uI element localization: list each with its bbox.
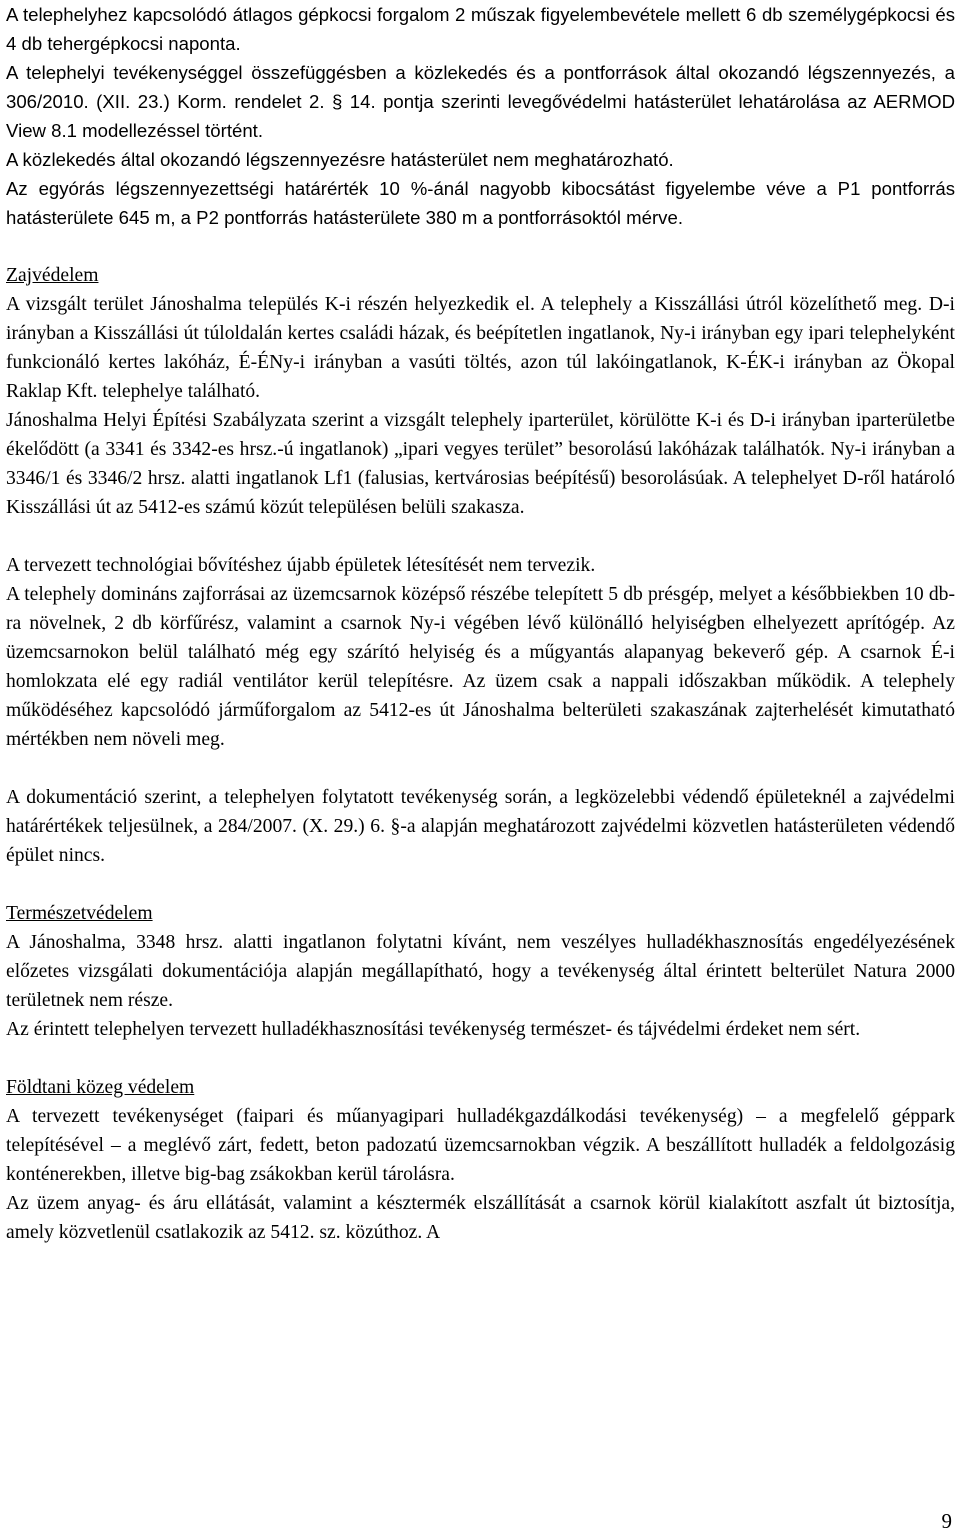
landscape-paragraph: Az érintett telephelyen tervezett hulladékhasznosítási tevékenység természet- és tájvédelmi érdeket nem sért. (6, 1019, 861, 1040)
site-location-paragraph: A vizsgált terület Jánoshalma település K-i részén helyezkedik el. A telephely a Kisszállási útról közelíthető meg. D-i irányban a Kisszállási út túloldalán kertes családi házak, és beépítetlen ingatlanok, Ny-i irányban egy ipari telephelyként funkcionáló kertes lakóház, É-ÉNy-i irányban a vasúti töltés, azon túl lakóingatlanok, K-ÉK-i irányban az Ökopal Raklap Kft. telephelye található. (6, 294, 955, 402)
page-number: 9 (941, 1509, 952, 1533)
traffic-impact-paragraph: A közlekedés által okozandó légszennyezésre hatásterület nem meghatározható. (6, 149, 674, 170)
section-heading-nature: Természetvédelem (6, 903, 153, 924)
traffic-paragraph: A telephelyhez kapcsolódó átlagos gépkocsi forgalom 2 műszak figyelembevétele mellett 6 db személygépkocsi és 4 db tehergépkocsi naponta. (6, 4, 955, 54)
point-source-paragraph: Az egyórás légszennyezettségi határérték 10 %-ánál nagyobb kibocsátást figyelembe véve a P1 pontforrás hatásterülete 645 m, a P2 pontforrás hatásterülete 380 m a pontforrásoktól mérve. (6, 178, 955, 228)
air-pollution-paragraph: A telephelyi tevékenységgel összefüggésben a közlekedés és a pontforrások által okozandó légszennyezés, a 306/2010. (XII. 23.) Korm. rendelet 2. § 14. pontja szerinti levegővédelmi hatásterület lehatárolása az AERMOD View 8.1 modellezéssel történt. (6, 62, 955, 141)
section-heading-noise: Zajvédelem (6, 265, 99, 286)
no-new-buildings-paragraph: A tervezett technológiai bővítéshez újabb épületek létesítését nem tervezik. (6, 555, 596, 576)
noise-sources-paragraph: A telephely domináns zajforrásai az üzemcsarnok középső részébe telepített 5 db présgép, melyet a későbbiekben 10 db-ra növelnek, 2 db körfűrész, valamint a csarnok Ny-i végében lévő különálló helyiségben elhelyezett aprítógép. Az üzemcsarnokon belül található még egy szárító helyiség és a műgyantás alapanyag bekeverő gép. A csarnok É-i homlokzata elé egy radiál ventilátor kerül telepítésre. Az üzem csak a nappali időszakban működik. A telephely működéséhez kapcsolódó járműforgalom az 5412-es út Jánoshalma belterületi szakaszának zajterhelését kimutatható mértékben nem növeli meg. (6, 584, 955, 750)
document-page (6, 0, 955, 1247)
natura-paragraph: A Jánoshalma, 3348 hrsz. alatti ingatlanon folytatni kívánt, nem veszélyes hulladékhasznosítás engedélyezésének előzetes vizsgálati dokumentációja alapján megállapítható, hogy a tevékenység által érintett belterület Natura 2000 területnek nem része. (6, 932, 955, 1011)
supply-paragraph: Az üzem anyag- és áru ellátását, valamint a késztermék elszállítását a csarnok körül kialakított aszfalt út biztosítja, amely közvetlenül csatlakozik az 5412. sz. közúthoz. A (6, 1193, 955, 1243)
noise-limits-paragraph: A dokumentáció szerint, a telephelyen folytatott tevékenység során, a legközelebbi védendő épületeknél a zajvédelmi határértékek teljesülnek, a 284/2007. (X. 29.) 6. §-a alapján meghatározott zajvédelmi közvetlen hatásterületen védendő épület nincs. (6, 787, 955, 866)
activity-paragraph: A tervezett tevékenységet (faipari és műanyagipari hulladékgazdálkodási tevékenység) – a megfelelő géppark telepítésével – a meglévő zárt, fedett, beton padozatú üzemcsarnokban végzik. A beszállított hulladék a feldolgozásig konténerekben, illetve big-bag zsákokban kerül tárolásra. (6, 1106, 955, 1185)
section-heading-geology: Földtani közeg védelem (6, 1077, 195, 1098)
zoning-paragraph: Jánoshalma Helyi Építési Szabályzata szerint a vizsgált telephely iparterület, körülötte K-i és D-i irányban iparterületbe ékelődött (a 3341 és 3342-es hrsz.-ú ingatlanok) „ipari vegyes terület” besorolású lakóházak találhatók. Ny-i irányban a 3346/1 és 3346/2 hrsz. alatti ingatlanok Lf1 (falusias, kertvárosias beépítésű) besorolásúak. A telephelyet D-ről határoló Kisszállási út az 5412-es számú közút településen belüli szakasza. (6, 410, 955, 518)
